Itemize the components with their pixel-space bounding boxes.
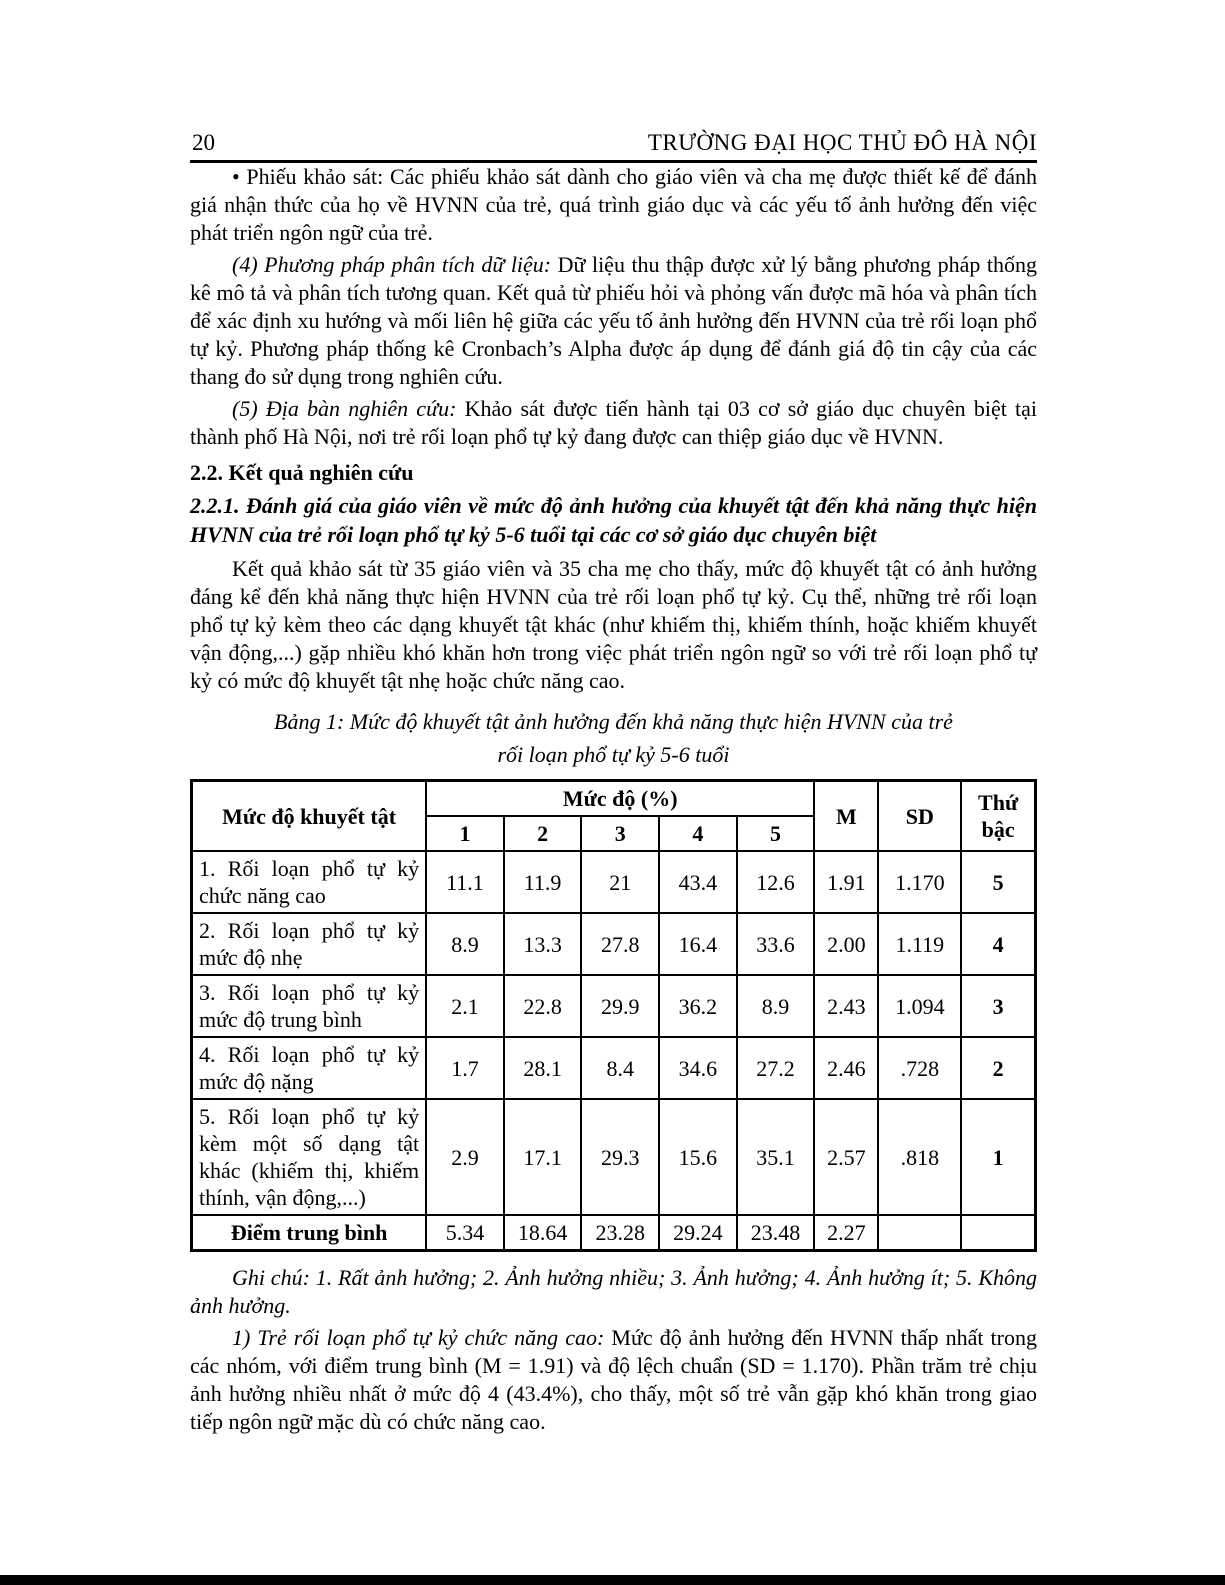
table-cell: 22.8: [504, 975, 582, 1037]
table-header-level-4: 4: [659, 816, 737, 851]
paragraph-research-site: [190, 395, 1037, 451]
table-cell: 28.1: [504, 1037, 582, 1099]
mean-cell: 2.43: [814, 975, 878, 1037]
table-cell: 23.48: [737, 1215, 815, 1251]
sd-cell: [878, 1215, 961, 1251]
table-cell: 16.4: [659, 913, 737, 975]
table-cell: 8.9: [737, 975, 815, 1037]
row-label: 5. Rối loạn phổ tự kỷ kèm một số dạng tật khác (khiếm thị, khiếm thính, vận động,...): [192, 1099, 427, 1215]
table-cell: 2.9: [426, 1099, 504, 1215]
table-cell: 29.24: [659, 1215, 737, 1251]
row-label: 3. Rối loạn phổ tự kỷ mức độ trung bình: [192, 975, 427, 1037]
sd-cell: .728: [878, 1037, 961, 1099]
table-header-level-1: 1: [426, 816, 504, 851]
row-label: 2. Rối loạn phổ tự kỷ mức độ nhẹ: [192, 913, 427, 975]
paragraph-analysis-group1-lead: 1) Trẻ rối loạn phổ tự kỷ chức năng cao:: [232, 1325, 605, 1350]
rank-cell: 4: [961, 913, 1035, 975]
table-cell: 8.9: [426, 913, 504, 975]
paragraph-method-analysis-text: Dữ liệu thu thập được xử lý bằng phương pháp thống kê mô tả và phân tích tương quan. Kết quả từ phiếu hỏi và phỏng vấn được mã hóa và phân tích để xác định xu hướng và mối liên hệ giữa các yếu tố ảnh hưởng đến HVNN của trẻ rối loạn phổ tự kỷ. Phương pháp thống kê Cronbach’s Alpha được áp dụng để đánh giá độ tin cậy của các thang đo sử dụng trong nghiên cứu.: [190, 252, 1037, 389]
paragraph-research-site-lead: (5) Địa bàn nghiên cứu:: [232, 396, 457, 421]
table-header-level-group: Mức độ (%): [426, 781, 814, 817]
table-row: [192, 851, 1036, 913]
rank-cell: 5: [961, 851, 1035, 913]
scan-edge-artifact: [0, 1575, 1225, 1585]
page-number: 20: [192, 130, 215, 155]
table-cell: 11.9: [504, 851, 582, 913]
table-cell: 43.4: [659, 851, 737, 913]
summary-label: Điểm trung bình: [192, 1215, 427, 1251]
paragraph-analysis-group1-text: Mức độ ảnh hưởng đến HVNN thấp nhất trong các nhóm, với điểm trung bình (M = 1.91) và độ lệch chuẩn (SD = 1.170). Phần trăm trẻ chịu ảnh hưởng nhiều nhất ở mức độ 4 (43.4%), cho thấy, một số trẻ vẫn gặp khó khăn trong giao tiếp ngôn ngữ mặc dù có chức năng cao.: [190, 1325, 1037, 1434]
paragraph-method-analysis: [190, 251, 1037, 391]
table-cell: 8.4: [581, 1037, 659, 1099]
table-cell: 34.6: [659, 1037, 737, 1099]
paragraph-research-site-text: Khảo sát được tiến hành tại 03 cơ sở giáo dục chuyên biệt tại thành phố Hà Nội, nơi trẻ rối loạn phổ tự kỷ đang được can thiệp giáo dục về HVNN.: [190, 396, 1037, 449]
table-cell: 17.1: [504, 1099, 582, 1215]
table-row: [192, 1099, 1036, 1215]
sd-cell: 1.119: [878, 913, 961, 975]
table-header-mean: M: [814, 781, 878, 852]
table-caption-line2: rối loạn phổ tự kỷ 5-6 tuổi: [497, 742, 730, 767]
rank-cell: [961, 1215, 1035, 1251]
table-cell: 1.7: [426, 1037, 504, 1099]
paragraph-survey-sheet: • Phiếu khảo sát: Các phiếu khảo sát dành cho giáo viên và cha mẹ được thiết kế để đánh giá nhận thức của họ về HVNN của trẻ, quá trình giáo dục và các yếu tố ảnh hưởng đến việc phát triển ngôn ngữ của trẻ.: [190, 164, 1037, 245]
table-header-level-2: 2: [504, 816, 582, 851]
section-heading: 2.2. Kết quả nghiên cứu: [190, 460, 414, 485]
table-cell: 27.8: [581, 913, 659, 975]
sd-cell: .818: [878, 1099, 961, 1215]
results-table: [190, 779, 1037, 1252]
table-header-level-5: 5: [737, 816, 815, 851]
table-row: [192, 975, 1036, 1037]
table-cell: 33.6: [737, 913, 815, 975]
table-header-disability-level: Mức độ khuyết tật: [192, 781, 427, 852]
table-cell: 11.1: [426, 851, 504, 913]
mean-cell: 2.46: [814, 1037, 878, 1099]
table-cell: 21: [581, 851, 659, 913]
table-cell: 36.2: [659, 975, 737, 1037]
table-row: [192, 1037, 1036, 1099]
table-header-rank: Thứ bậc: [961, 781, 1035, 852]
table-caption-line1: Bảng 1: Mức độ khuyết tật ảnh hưởng đến khả năng thực hiện HVNN của trẻ: [274, 709, 953, 734]
paragraph-analysis-group1: [190, 1324, 1037, 1436]
table-cell: 35.1: [737, 1099, 815, 1215]
table-note: Ghi chú: 1. Rất ảnh hưởng; 2. Ảnh hưởng nhiều; 3. Ảnh hưởng; 4. Ảnh hưởng ít; 5. Không ảnh hưởng.: [190, 1265, 1037, 1318]
table-cell: 29.3: [581, 1099, 659, 1215]
table-header-sd: SD: [878, 781, 961, 852]
table-cell: 12.6: [737, 851, 815, 913]
paragraph-results-intro: Kết quả khảo sát từ 35 giáo viên và 35 cha mẹ cho thấy, mức độ khuyết tật có ảnh hưởng đáng kể đến khả năng thực hiện HVNN của trẻ rối loạn phổ tự kỷ. Cụ thể, những trẻ rối loạn phổ tự kỷ kèm theo các dạng khuyết tật khác (như khiếm thị, khiếm thính, hoặc khiếm khuyết vận động,...) gặp nhiều khó khăn hơn trong việc phát triển ngôn ngữ so với trẻ rối loạn phổ tự kỷ có mức độ khuyết tật nhẹ hoặc chức năng cao.: [190, 556, 1037, 693]
rank-cell: 1: [961, 1099, 1035, 1215]
journal-header-title: TRƯỜNG ĐẠI HỌC THỦ ĐÔ HÀ NỘI: [647, 130, 1037, 155]
table-cell: 23.28: [581, 1215, 659, 1251]
table-summary-row: [192, 1215, 1036, 1251]
subsection-heading: 2.2.1. Đánh giá của giáo viên về mức độ ảnh hưởng của khuyết tật đến khả năng thực hiện HVNN của trẻ rối loạn phổ tự kỷ 5-6 tuổi tại các cơ sở giáo dục chuyên biệt: [190, 493, 1037, 547]
table-header-row-1: [192, 781, 1036, 817]
rank-cell: 2: [961, 1037, 1035, 1099]
mean-cell: 1.91: [814, 851, 878, 913]
row-label: 4. Rối loạn phổ tự kỷ mức độ nặng: [192, 1037, 427, 1099]
mean-cell: 2.00: [814, 913, 878, 975]
running-head: [190, 130, 1037, 163]
table-caption: [190, 705, 1037, 771]
table-cell: 15.6: [659, 1099, 737, 1215]
table-cell: 27.2: [737, 1037, 815, 1099]
paragraph-method-analysis-lead: (4) Phương pháp phân tích dữ liệu:: [232, 252, 552, 277]
table-cell: 29.9: [581, 975, 659, 1037]
mean-cell: 2.27: [814, 1215, 878, 1251]
sd-cell: 1.094: [878, 975, 961, 1037]
table-row: [192, 913, 1036, 975]
table-header-level-3: 3: [581, 816, 659, 851]
row-label: 1. Rối loạn phổ tự kỷ chức năng cao: [192, 851, 427, 913]
sd-cell: 1.170: [878, 851, 961, 913]
page-content: [190, 0, 1037, 1440]
table-cell: 2.1: [426, 975, 504, 1037]
rank-cell: 3: [961, 975, 1035, 1037]
table-cell: 5.34: [426, 1215, 504, 1251]
mean-cell: 2.57: [814, 1099, 878, 1215]
table-cell: 18.64: [504, 1215, 582, 1251]
table-cell: 13.3: [504, 913, 582, 975]
